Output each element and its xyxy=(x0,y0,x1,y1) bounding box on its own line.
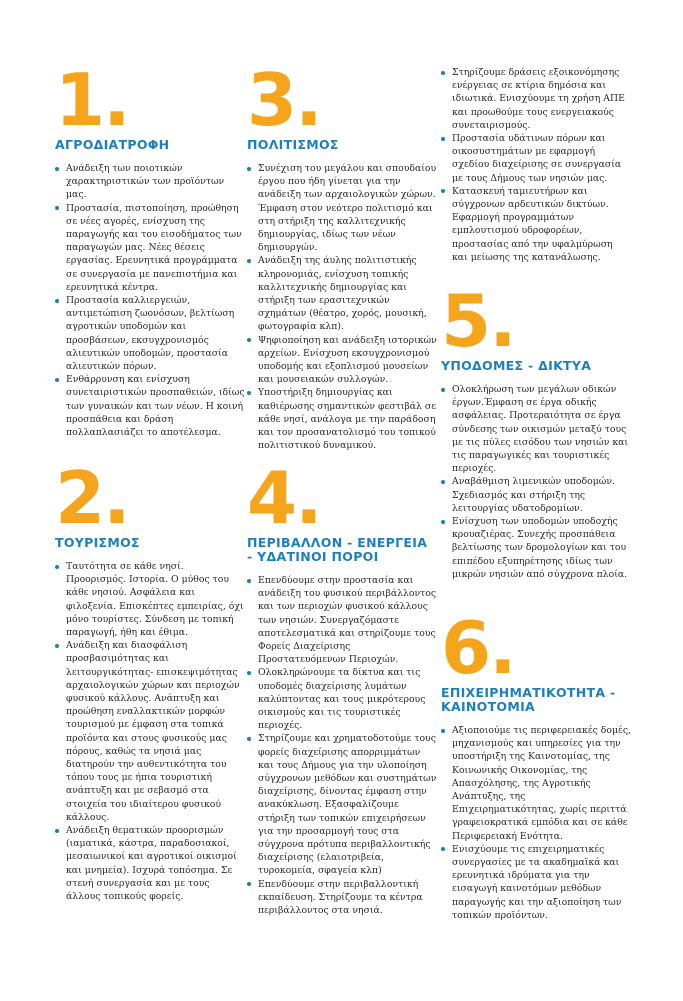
section-title: ΠΕΡΙΒΑΛΛΟΝ - ΕΝΕΡΓΕΙΑ - ΥΔΑΤΙΝΟΙ ΠΟΡΟΙ xyxy=(247,535,428,564)
section-agrodiatrofi xyxy=(55,58,245,439)
list-item: Επενδύουμε στην περιβαλλοντική εκπαίδευση. Στηρίζουμε τα κέντρα περιβάλλοντος στα νησιά. xyxy=(247,878,437,918)
list-item: Ολοκληρώνουμε τα δίκτυα και τις υποδομές διαχείρισης λυμάτων καλύπτοντας και τους μικρότερους οικισμούς και τις τουριστικές περιοχές. xyxy=(247,666,437,732)
bullet-list xyxy=(441,724,631,922)
list-item: Ανάδειξη της άυλης πολιτιστικής κληρονομιάς, ενίσχυση τοπικής καλλιτεχνικής δημιουργίας και στήριξη των ερασιτεχνικών σχημάτων (θέατρο, χορός, μουσική, φωτογραφία κλπ). xyxy=(247,254,437,333)
list-item: Αναβάθμιση λιμενικών υποδομών. Σχεδιασμός και στήριξη της λειτουργίας υδατοδρομίων. xyxy=(441,475,631,515)
bullet-list xyxy=(247,574,437,917)
bullet-list xyxy=(441,66,631,264)
section-number: 2. xyxy=(55,456,129,540)
list-item: Κατασκευή ταμιευτήρων και σύγχρονων αρδευτικών δικτύων. Εφαρμογή προγραμμάτων εμπλουτισμού υδροφορέων, προστασίας από την υφαλμύρωση και μείωσης της κατανάλωσης. xyxy=(441,185,631,264)
list-item: Ενισχύουμε τις επιχειρηματικές συνεργασίες με τα ακαδημαϊκά και ερευνητικά ιδρύματα για την εισαγωγή καινοτόμων μεθόδων παραγωγής και την αξιοποίηση των τοπικών προϊόντων. xyxy=(441,843,631,922)
section-ypodomes xyxy=(441,279,631,581)
section-politismos xyxy=(247,58,437,452)
section-number: 4. xyxy=(247,456,321,540)
list-item: Προστασία καλλιεργειών, αντιμετώπιση ζωονόσων, βελτίωση αγροτικών υποδομών και προσβάσεων, εκσυγχρονισμός αλιευτικών υποδομών, προστασία αλιευτικών πόρων. xyxy=(55,294,245,373)
section-title: ΥΠΟΔΟΜΕΣ - ΔΙΚΤΥΑ xyxy=(441,358,592,373)
list-item: Συνέχιση του μεγάλου και σπουδαίου έργου που ήδη γίνεται για την ανάδειξη των αρχαιολογικών χώρων. Έμφαση στον νεότερο πολιτισμό και στη στήριξη της καλλιτεχνικής δημιουργίας, ιδίως των νέων δημιουργών. xyxy=(247,162,437,254)
section-number: 3. xyxy=(247,58,321,142)
section-perivallon xyxy=(247,456,437,917)
list-item: Ενθάρρυνση και ενίσχυση συνεταιριστικών προσπαθειών, ιδίως των γυναικών και των νέων. Η κοινή προσπάθεια και δράση πολλαπλασιάζει το αποτέλεσμα. xyxy=(55,373,245,439)
bullet-list xyxy=(441,383,631,581)
list-item: Προστασία, πιστοποίηση, προώθηση σε νέες αγορές, ενίσχυση της παραγωγής και του εισοδήματος των παραγωγών μας. Νέες θέσεις εργασίας. Ερευνητικά προγράμματα σε συνεργασία με πανεπιστήμια και ερευνητικά κέντρα. xyxy=(55,202,245,294)
section-title: ΤΟΥΡΙΣΜΟΣ xyxy=(55,535,140,550)
section-epixeirimatikotita xyxy=(441,606,632,922)
section-title: ΠΟΛΙΤΙΣΜΟΣ xyxy=(247,137,339,152)
list-item: Αξιοποιούμε τις περιφερειακές δομές, μηχανισμούς και υπηρεσίες για την υποστήριξη της Καινοτομίας, της Κοινωνικής Οικονομίας, της Απασχόλησης, της Αγροτικής Ανάπτυξης, της Επιχειρηματικότητας, χωρίς περιττά γραφειοκρατικά εμπόδια και σε κάθε Περιφερειακή Ενότητα. xyxy=(441,724,631,843)
list-item: Προστασία υδάτινων πόρων και οικοσυστημάτων με εφαρμογή σχεδίου διαχείρισης σε συνεργασία με τους Δήμους των νησιών μας. xyxy=(441,132,631,185)
list-item: Ολοκλήρωση των μεγάλων οδικών έργων.Έμφαση σε έργα οδικής ασφάλειας. Προτεραιότητα σε έργα σύνδεσης των οικισμών μεταξύ τους με τις πύλες εισόδου των νησιών και τις παραγωγικές και τουριστικές περιοχές. xyxy=(441,383,631,475)
section-title: ΑΓΡΟΔΙΑΤΡΟΦΗ xyxy=(55,137,170,152)
bullet-list xyxy=(55,560,245,903)
list-item: Ανάδειξη θεματικών προορισμών (ιαματικά, κάστρα, παραδοσιακοί, μεσαιωνικοί και αγροτικοί οικισμοί και μνημεία). Ισχυρά τοπόσημα. Σε στενή συνεργασία και με τους άλλους τοπικούς φορείς. xyxy=(55,824,245,903)
list-item: Στηρίζουμε και χρηματοδοτούμε τους φορείς διαχείρισης απορριμμάτων και τους Δήμους για την υλοποίηση σύγχρονων μεθόδων και συστημάτων διαχείρισης, δίνοντας έμφαση στην ανακύκλωση. Εξασφαλίζουμε στήριξη των τοπικών επιχειρήσεων για την προσαρμογή τους στα σύγχρονα πρότυπα περιβαλλοντικής διαχείρισης (ελαιοτριβεία, τυροκομεία, σφαγεία κλπ) xyxy=(247,732,437,877)
section-perivallon-continued xyxy=(441,66,631,264)
list-item: Ανάδειξη και διασφάλιση προσβασιμότητας και λειτουργικότητας- επισκεψιμότητας αρχαιολογικών χώρων και περιοχών φυσικού κάλλους. Ανάπτυξη και προώθηση εναλλακτικών μορφών τουρισμού με έμφαση στα τοπικά προϊόντα και στους φυσικούς μας πόρους, καθώς τα νησιά μας διατηρούν την αυθεντικότητα του τόπου τους με ήπια τουριστική ανάπτυξη και με σεβασμό στα στοιχεία του ιδιαίτερου φυσικού κάλλους. xyxy=(55,639,245,824)
section-number: 5. xyxy=(441,279,515,363)
bullet-list xyxy=(55,162,245,439)
list-item: Επενδύουμε στην προστασία και ανάδειξη του φυσικού περιβάλλοντος και των περιοχών φυσικού κάλλους των νησιών. Συνεργαζόμαστε αποτελεσματικά και στηρίζουμε τους Φορείς Διαχείρισης Προστατευόμενων Περιοχών. xyxy=(247,574,437,666)
list-item: Ανάδειξη των ποιοτικών χαρακτηριστικών των προϊόντων μας. xyxy=(55,162,245,202)
list-item: Ταυτότητα σε κάθε νησί. Προορισμός. Ιστορία. Ο μύθος του κάθε νησιού. Ασφάλεια και φιλοξενία. Επισκέπτες εμπειρίας, όχι μόνο τουρίστες. Σύνδεση με τοπική παραγωγή, ήθη και έθιμα. xyxy=(55,560,245,639)
section-number: 1. xyxy=(55,58,129,142)
list-item: Ενίσχυση των υποδομών υποδοχής κρουαζιέρας. Συνεχής προσπάθεια βελτίωσης των δρομολογίων και του επιπέδου εξυπηρέτησης ιδίως των μικρών νησιών από σύγχρονα πλοία. xyxy=(441,515,631,581)
list-item: Στηρίζουμε δράσεις εξοικονόμησης ενέργειας σε κτίρια δημόσια και ιδιωτικά. Ενισχύουμε τη χρήση ΑΠΕ και προωθούμε τους ενεργειακούς συνεταιρισμούς. xyxy=(441,66,631,132)
list-item: Ψηφιοποίηση και ανάδειξη ιστορικών αρχείων. Ενίσχυση εκσυγχρονισμού υποδομής και εξοπλισμού μουσείων και μουσειακών συλλογών. xyxy=(247,334,437,387)
section-tourismos xyxy=(55,456,245,903)
list-item: Υποστήριξη δημιουργίας και καθιέρωσης σημαντικών φεστιβάλ σε κάθε νησί, ανάλογα με την παράδοση και τον προσανατολισμό του τοπικού πολιτιστικού δυναμικού. xyxy=(247,386,437,452)
section-number: 6. xyxy=(441,606,515,690)
section-title: ΕΠΙΧΕΙΡΗΜΑΤΙΚΟΤΗΤΑ - ΚΑΙΝΟΤΟΜΙΑ xyxy=(441,685,616,714)
bullet-list xyxy=(247,162,437,452)
